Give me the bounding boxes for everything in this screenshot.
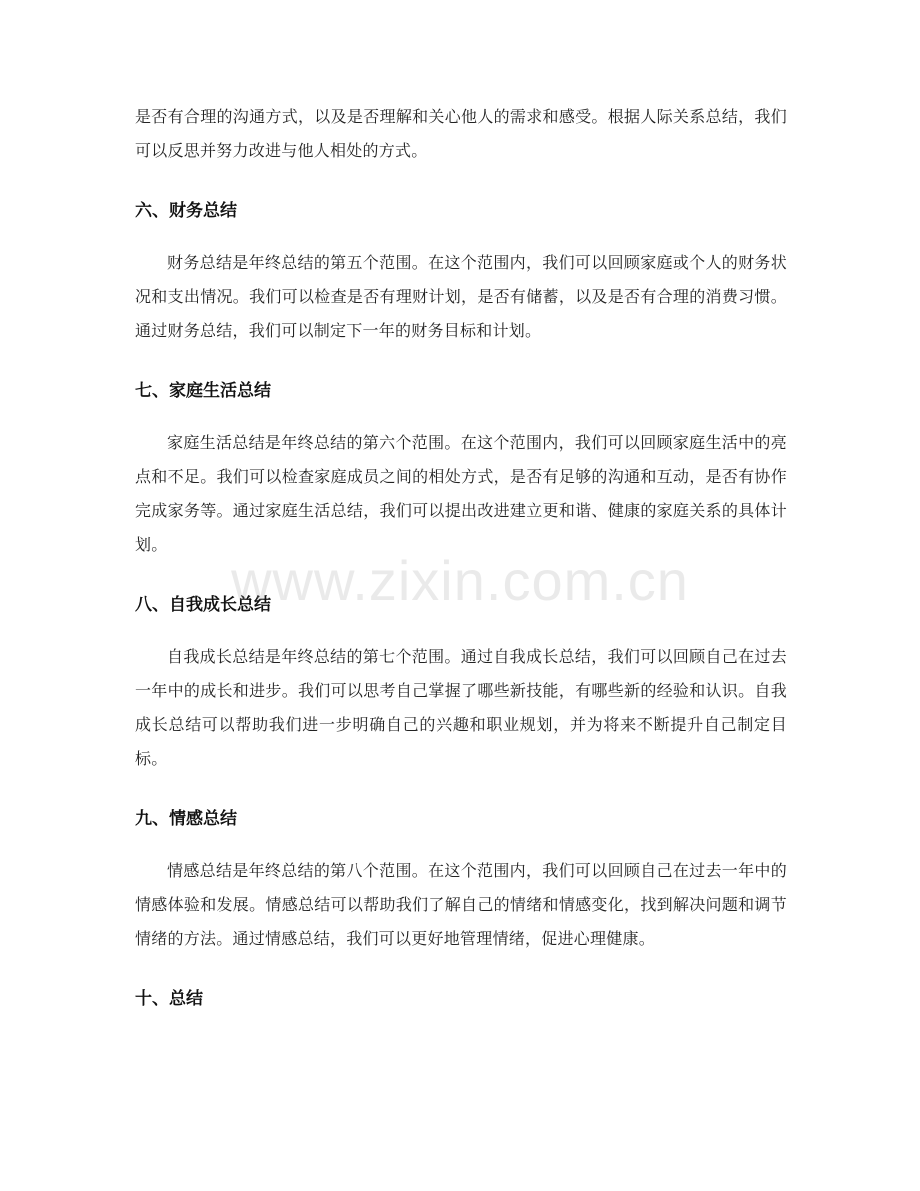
section-body-finance: 财务总结是年终总结的第五个范围。在这个范围内，我们可以回顾家庭或个人的财务状况和支出情况。我们可以检查是否有理财计划，是否有储蓄，以及是否有合理的消费习惯。通过财务总结，我们可以制定下一年的财务目标和计划。 xyxy=(135,253,787,340)
section-heading-finance: 六、财务总结 xyxy=(135,201,237,221)
spacer xyxy=(135,348,787,374)
section-body-family-life: 家庭生活总结是年终总结的第六个范围。在这个范围内，我们可以回顾家庭生活中的亮点和不足。我们可以检查家庭成员之间的相处方式，是否有足够的沟通和互动，是否有协作完成家务等。通过家庭生活总结，我们可以提出改进建立更和谐、健康的家庭关系的具体计划。 xyxy=(135,433,787,554)
watermark-text: www.zixin.com.cn xyxy=(231,549,689,612)
spacer xyxy=(135,956,787,982)
intro-paragraph: 是否有合理的沟通方式，以及是否理解和关心他人的需求和感受。根据人际关系总结，我们可以反思并努力改进与他人相处的方式。 xyxy=(135,107,787,160)
spacer xyxy=(135,168,787,194)
spacer xyxy=(135,562,787,588)
spacer xyxy=(135,776,787,802)
spacer xyxy=(135,622,787,640)
section-heading-summary: 十、总结 xyxy=(135,989,203,1009)
section-heading-self-growth: 八、自我成长总结 xyxy=(135,595,271,615)
spacer xyxy=(135,408,787,426)
spacer xyxy=(135,228,787,246)
spacer xyxy=(135,836,787,854)
section-body-self-growth: 自我成长总结是年终总结的第七个范围。通过自我成长总结，我们可以回顾自己在过去一年中的成长和进步。我们可以思考自己掌握了哪些新技能，有哪些新的经验和认识。自我成长总结可以帮助我们进一步明确自己的兴趣和职业规划，并为将来不断提升自己制定目标。 xyxy=(135,647,787,768)
section-heading-emotion: 九、情感总结 xyxy=(135,809,237,829)
section-body-emotion: 情感总结是年终总结的第八个范围。在这个范围内，我们可以回顾自己在过去一年中的情感体验和发展。情感总结可以帮助我们了解自己的情绪和情感变化，找到解决问题和调节情绪的方法。通过情感总结，我们可以更好地管理情绪，促进心理健康。 xyxy=(135,861,787,948)
section-heading-family-life: 七、家庭生活总结 xyxy=(135,381,271,401)
document-content xyxy=(135,100,787,1016)
